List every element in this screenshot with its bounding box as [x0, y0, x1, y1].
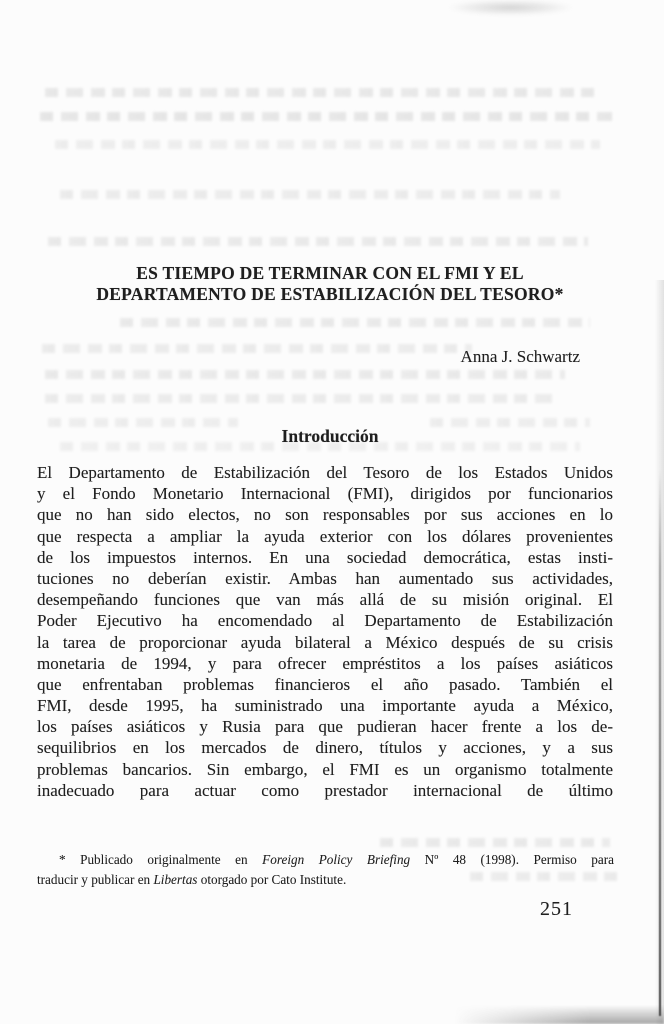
body-line: problemas bancarios. Sin embargo, el FMI es un organismo totalmente	[37, 759, 613, 779]
bleed-through-text	[60, 190, 560, 199]
bleed-through-text	[55, 140, 600, 149]
section-heading: Introducción	[281, 426, 379, 446]
footnote-text: traducir y publicar en	[37, 871, 154, 887]
body-line: que enfrentaban problemas financieros el año pasado. También el	[37, 674, 613, 694]
author-name: Anna J. Schwartz	[460, 347, 580, 366]
footnote-text: * Publicado originalmente en	[59, 852, 263, 867]
body-line: que no han sido electos, no son responsables por sus acciones en lo	[37, 505, 613, 525]
footnote	[37, 850, 614, 889]
body-paragraph	[37, 462, 613, 801]
page-edge-line	[659, 470, 662, 1016]
body-line: y el Fondo Monetario Internacional (FMI), dirigidos por funcionarios	[37, 484, 613, 504]
body-line: inadecuado para actuar como prestador internacional de último	[37, 780, 613, 800]
footnote-text: otorgado por Cato Institute.	[197, 871, 347, 887]
bleed-through-text	[45, 88, 600, 97]
bleed-through-text	[45, 394, 555, 403]
body-line: monetaria de 1994, y para ofrecer empréstitos a los países asiáticos	[37, 653, 613, 673]
footnote-italic-title: Libertas	[153, 871, 198, 887]
body-line: Poder Ejecutivo ha encomendado al Departamento de Estabilización	[37, 611, 613, 631]
body-line: desempeñando funciones que van más allá de su misión original. El	[37, 590, 613, 610]
body-line: que respecta a ampliar la ayuda exterior con los dólares provenientes	[37, 526, 613, 546]
footnote-italic-title: Foreign Policy Briefing	[262, 852, 411, 867]
footnote-text: Nº 48 (1998). Permiso para	[410, 852, 614, 867]
bleed-through-text	[45, 370, 565, 379]
footnote-line	[37, 850, 614, 870]
bleed-through-text	[120, 318, 590, 327]
scan-smudge	[448, 0, 573, 15]
corner-shadow	[454, 1005, 664, 1024]
article-title	[40, 263, 620, 305]
page-number: 251	[540, 898, 573, 920]
body-line: de los impuestos internos. En una sociedad democrática, estas insti-	[37, 547, 613, 567]
body-line: tuciones no deberían existir. Ambas han aumentado sus actividades,	[37, 568, 613, 588]
bleed-through-text	[380, 838, 610, 847]
bleed-through-text	[48, 237, 588, 246]
body-line: los países asiáticos y Rusia para que pudieran hacer frente a los de-	[37, 717, 613, 737]
footnote-line	[37, 870, 614, 890]
article-title-line2: DEPARTAMENTO DE ESTABILIZACIÓN DEL TESORO*	[96, 283, 564, 304]
article-title-line1: ES TIEMPO DE TERMINAR CON EL FMI Y EL	[136, 263, 524, 283]
body-line: sequilibrios en los mercados de dinero, títulos y acciones, y a sus	[37, 738, 613, 758]
bleed-through-text	[40, 112, 612, 121]
body-line: la tarea de proporcionar ayuda bilateral a México después de su crisis	[37, 632, 613, 652]
body-line: FMI, desde 1995, ha suministrado una importante ayuda a México,	[37, 696, 613, 716]
body-line: El Departamento de Estabilización del Tesoro de los Estados Unidos	[37, 463, 613, 482]
